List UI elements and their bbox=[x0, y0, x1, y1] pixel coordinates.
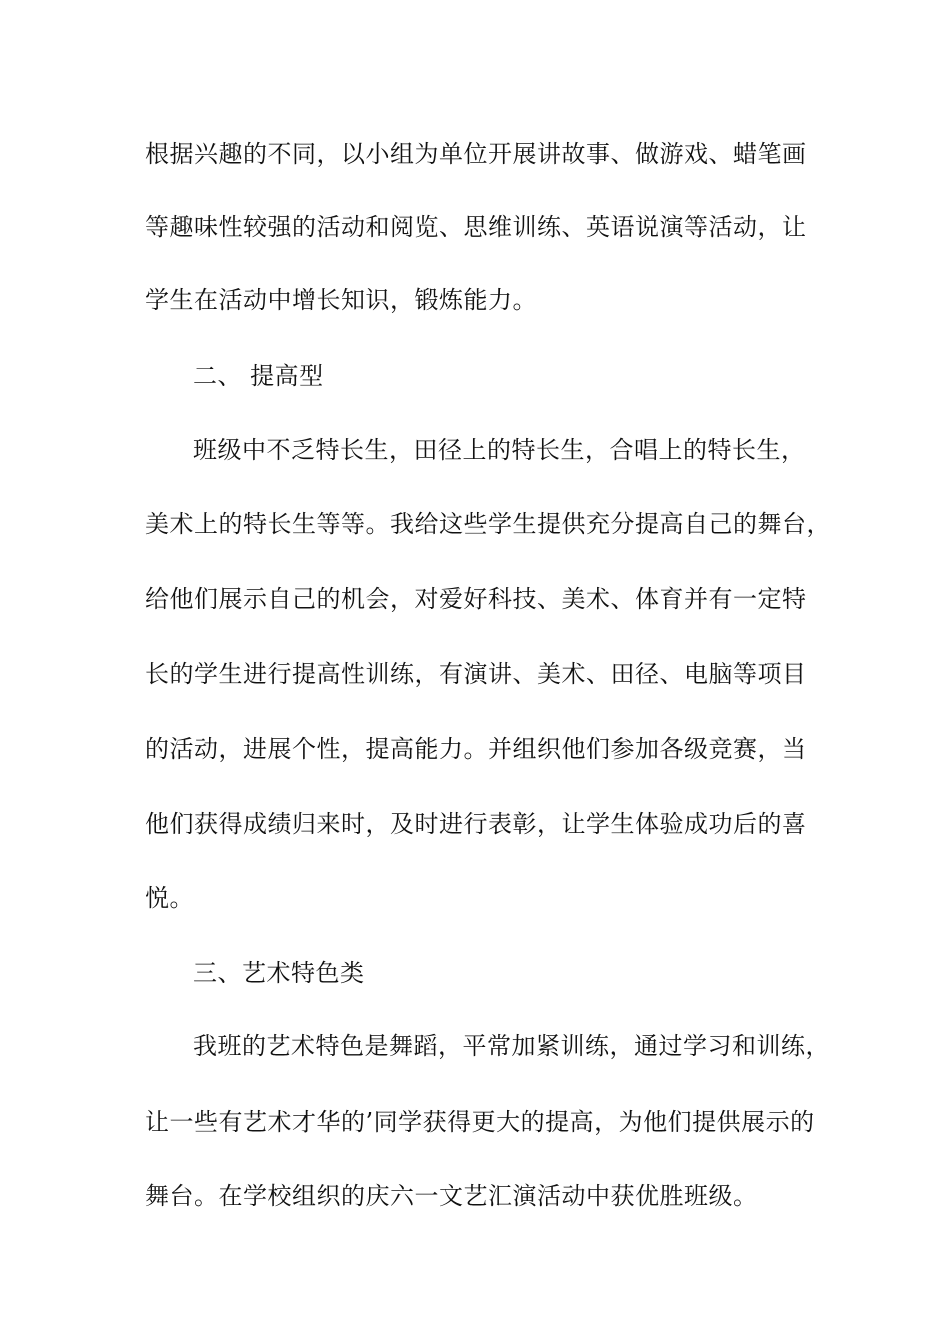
paragraph-line: 他们获得成绩归来时，及时进行表彰，让学生体验成功后的喜 bbox=[145, 810, 807, 838]
paragraph-line: 长的学生进行提高性训练，有演讲、美术、田径、电脑等项目 bbox=[145, 660, 807, 688]
paragraph-line: 根据兴趣的不同，以小组为单位开展讲故事、做游戏、蜡笔画 bbox=[145, 140, 807, 168]
section-heading: 三、艺术特色类 bbox=[193, 959, 365, 987]
paragraph-line: 给他们展示自己的机会，对爱好科技、美术、体育并有一定特 bbox=[145, 585, 807, 613]
paragraph-line: 的活动，进展个性，提高能力。并组织他们参加各级竞赛，当 bbox=[145, 735, 807, 763]
paragraph-line: 学生在活动中增长知识，锻炼能力。 bbox=[145, 286, 537, 314]
paragraph-line: 让一些有艺术才华的’同学获得更大的提高，为他们提供展示的 bbox=[145, 1108, 815, 1136]
paragraph-line: 班级中不乏特长生，田径上的特长生，合唱上的特长生， bbox=[193, 436, 806, 464]
section-heading: 二、 提高型 bbox=[193, 362, 324, 390]
paragraph-line: 舞台。在学校组织的庆六一文艺汇演活动中获优胜班级。 bbox=[145, 1182, 758, 1210]
paragraph-line: 等趣味性较强的活动和阅览、思维训练、英语说演等活动，让 bbox=[145, 213, 807, 241]
paragraph-line: 美术上的特长生等等。我给这些学生提供充分提高自己的舞台， bbox=[145, 510, 831, 538]
paragraph-line: 我班的艺术特色是舞蹈，平常加紧训练，通过学习和训练， bbox=[193, 1032, 830, 1060]
paragraph-line: 悦。 bbox=[145, 884, 194, 912]
